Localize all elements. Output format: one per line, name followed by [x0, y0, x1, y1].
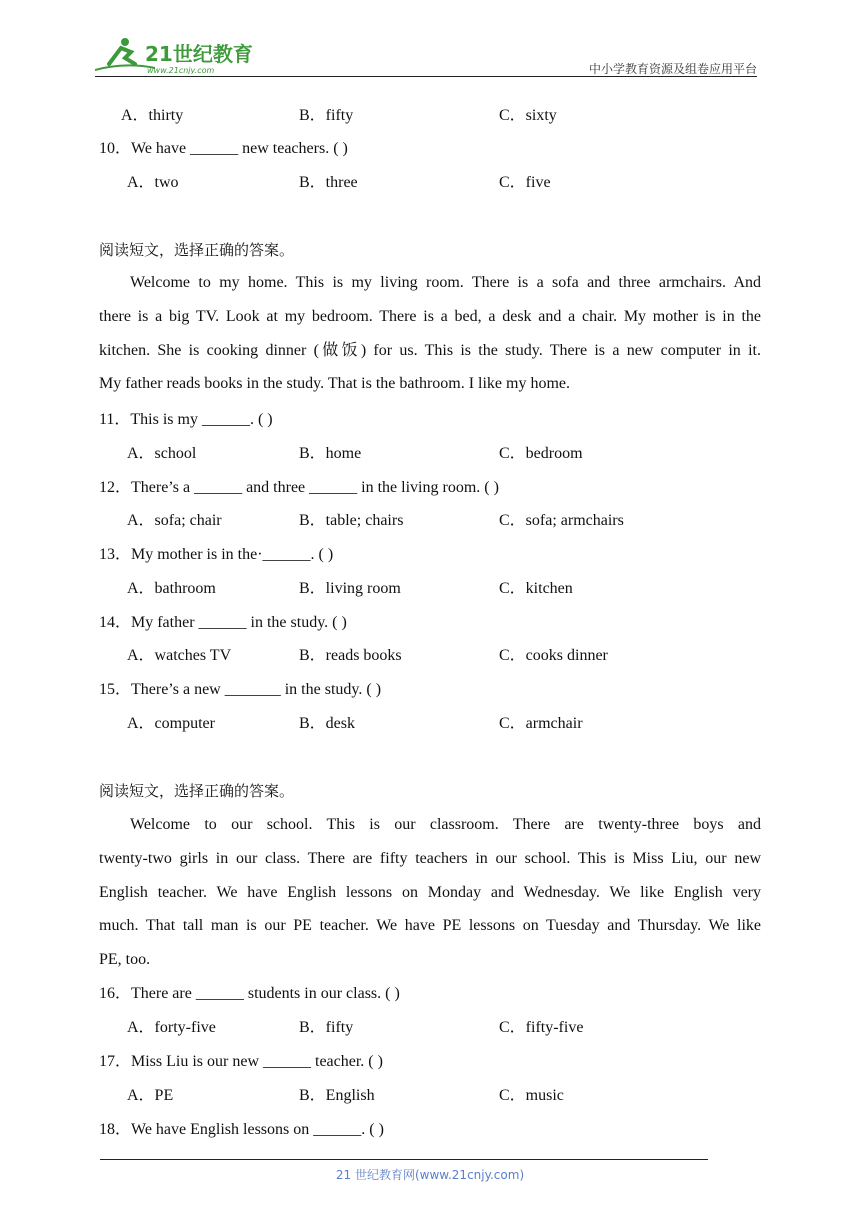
q17-option-c[interactable]: C．music [499, 1087, 564, 1104]
passage-line: much. That tall man is our PE teacher. We have PE lessons on Tuesday and Thursday. We like [99, 917, 761, 935]
passage-line: Welcome to my home. This is my living room. There is a sofa and three armchairs. And [130, 274, 761, 291]
q16-option-c[interactable]: C．fifty-five [499, 1019, 584, 1036]
q15-option-a[interactable]: A．computer [127, 715, 215, 732]
footer-site-link[interactable]: 21 世纪教育网(www.21cnjy.com) [335, 1168, 525, 1182]
q12-option-b[interactable]: B．table; chairs [299, 512, 404, 529]
passage-line: there is a big TV. Look at my bedroom. There is a bed, a desk and a chair. My mother is in the [99, 307, 761, 325]
header-platform-text: 中小学教育资源及组卷应用平台 [588, 62, 757, 76]
q14-stem: 14．My father ______ in the study. ( ) [99, 614, 347, 631]
q14-option-c[interactable]: C．cooks dinner [499, 647, 608, 664]
q13-option-a[interactable]: A．bathroom [127, 580, 216, 597]
q15-option-b[interactable]: B．desk [299, 715, 356, 732]
q15-stem: 15．There’s a new _______ in the study. ( ) [99, 681, 382, 698]
q13-stem: 13．My mother is in the·______. ( ) [99, 546, 334, 563]
q12-stem: 12．There’s a ______ and three ______ in the living room. ( ) [99, 479, 499, 496]
q9-option-c[interactable]: C．sixty [499, 107, 557, 124]
q14-option-a[interactable]: A．watches TV [127, 647, 232, 664]
header-divider [95, 76, 757, 77]
q17-stem: 17．Miss Liu is our new ______ teacher. ( ) [99, 1053, 383, 1070]
section1-instruction: 阅读短文，选择正确的答案。 [99, 241, 295, 259]
q12-option-c[interactable]: C．sofa; armchairs [499, 512, 624, 529]
q18-stem: 18．We have English lessons on ______. ( ) [99, 1121, 384, 1138]
q17-option-b[interactable]: B．English [299, 1087, 375, 1104]
passage-line: kitchen. She is cooking dinner (做饭) for us. This is the study. There is a new computer in it. [99, 341, 761, 359]
passage-line: PE, too. [99, 951, 151, 969]
q10-option-b[interactable]: B．three [299, 174, 358, 191]
q11-stem: 11．This is my ______. ( ) [99, 411, 273, 428]
page-header [95, 30, 757, 78]
q17-option-a[interactable]: A．PE [127, 1087, 174, 1104]
section2-passage [99, 808, 761, 977]
svg-text:21世纪教育: 21世纪教育 [145, 42, 253, 66]
section2-instruction: 阅读短文，选择正确的答案。 [99, 782, 295, 800]
q10-option-a[interactable]: A．two [127, 174, 179, 191]
q11-option-a[interactable]: A．school [127, 445, 197, 462]
q15-option-c[interactable]: C．armchair [499, 715, 583, 732]
site-logo [95, 34, 265, 74]
q13-option-c[interactable]: C．kitchen [499, 580, 573, 597]
passage-line: My father reads books in the study. That is the bathroom. I like my home. [99, 375, 571, 393]
svg-text:www.21cnjy.com: www.21cnjy.com [147, 66, 215, 74]
q13-option-b[interactable]: B．living room [299, 580, 401, 597]
q11-option-c[interactable]: C．bedroom [499, 445, 583, 462]
q10-option-c[interactable]: C．five [499, 174, 551, 191]
q9-option-b[interactable]: B．fifty [299, 107, 354, 124]
q9-option-a[interactable]: A．thirty [121, 107, 184, 124]
q10-stem: 10．We have ______ new teachers. ( ) [99, 140, 348, 157]
q16-option-b[interactable]: B．fifty [299, 1019, 354, 1036]
passage-line: Welcome to our school. This is our classroom. There are twenty-three boys and [130, 816, 761, 833]
q14-option-b[interactable]: B．reads books [299, 647, 402, 664]
passage-line: English teacher. We have English lessons on Monday and Wednesday. We like English very [99, 883, 761, 901]
section1-passage [99, 266, 761, 401]
q16-stem: 16．There are ______ students in our class. ( ) [99, 985, 400, 1002]
q16-option-a[interactable]: A．forty-five [127, 1019, 216, 1036]
passage-line: twenty-two girls in our class. There are fifty teachers in our school. This is Miss Liu, our new [99, 849, 761, 867]
q12-option-a[interactable]: A．sofa; chair [127, 512, 222, 529]
footer-divider [100, 1159, 708, 1160]
q11-option-b[interactable]: B．home [299, 445, 362, 462]
